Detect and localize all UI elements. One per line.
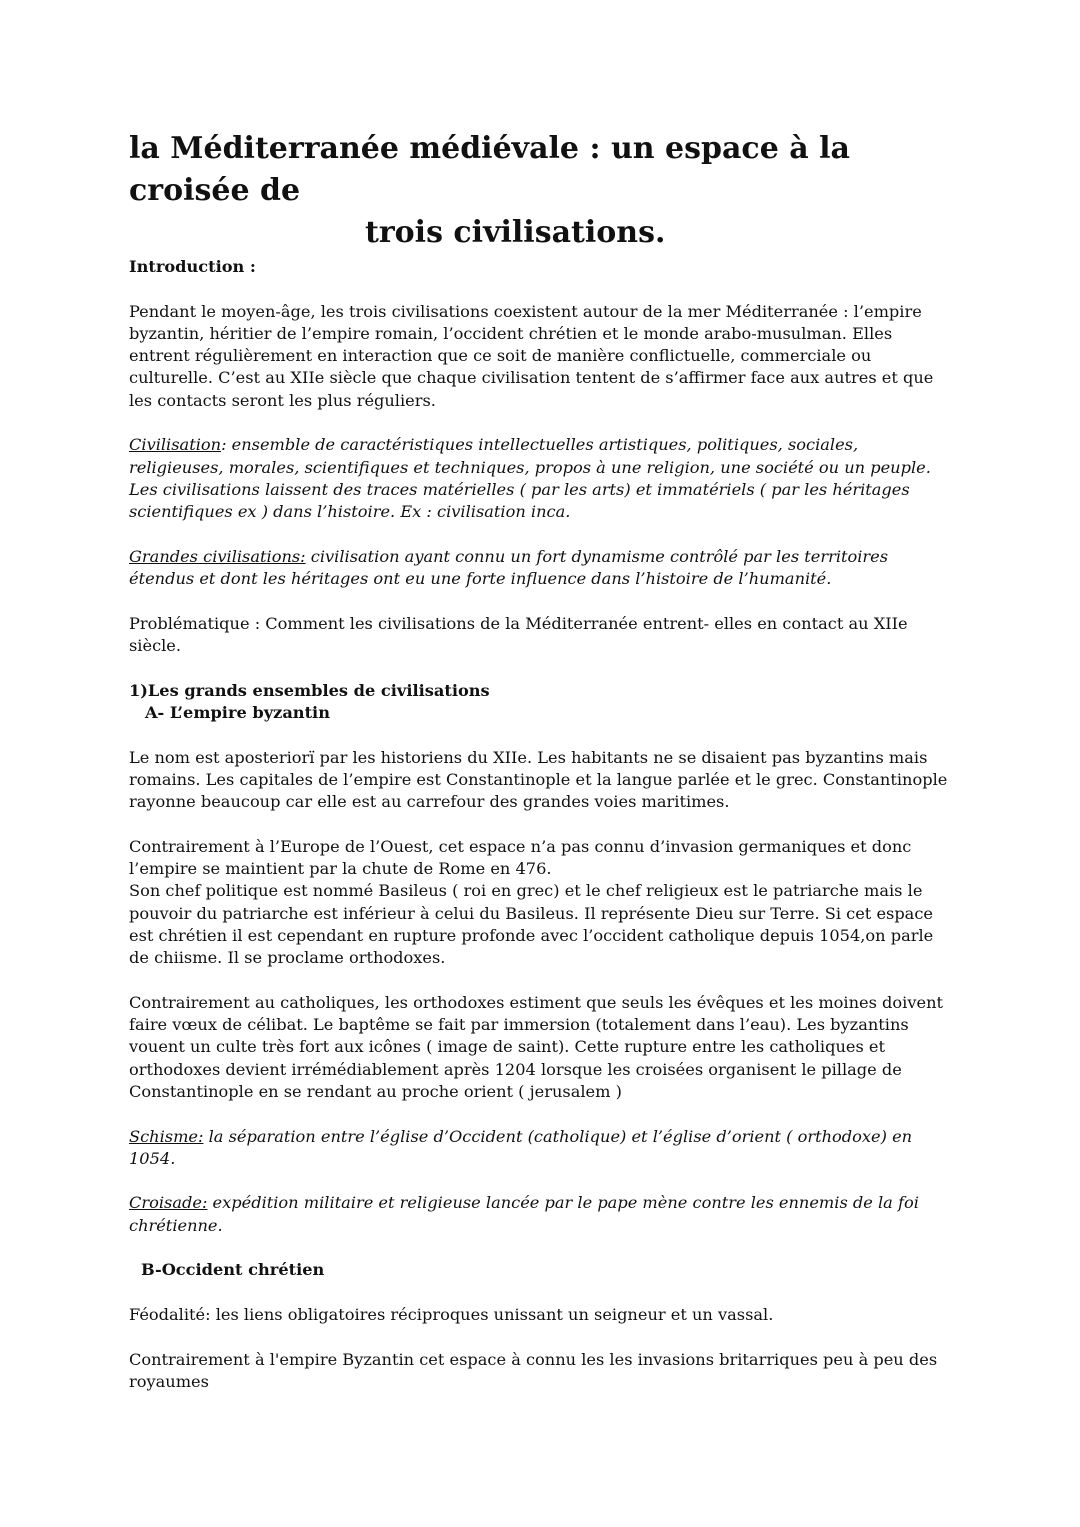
definition-schisme (129, 1126, 957, 1171)
definition-text: : ensemble de caractéristiques intellectuelles artistiques, politiques, sociales, religieuses, morales, scientifiques et techniques, propos à une religion, une société ou un peuple. Les civilisations laissent des traces matérielles ( par les arts) et immatériels ( par les héritages scientifiques ex ) dans l’histoire. Ex : civilisation inca. (129, 435, 931, 522)
definition-term: Croisade: (129, 1193, 208, 1213)
intro-heading: Introduction : (129, 257, 256, 276)
definition-civilisation (129, 434, 957, 523)
definition-term: Schisme: (129, 1126, 204, 1146)
definition-text: expédition militaire et religieuse lancée par le pape mène contre les ennemis de la foi chrétienne. (129, 1193, 919, 1235)
section-b-heading: B-Occident chrétien (141, 1260, 325, 1280)
section-1-heading: 1)Les grands ensembles de civilisations (129, 680, 490, 700)
definition-feodalite: Féodalité: les liens obligatoires réciproques unissant un seigneur et un vassal. (129, 1304, 774, 1324)
problematique: Problématique : Comment les civilisations de la Méditerranée entrent- elles en contact au XIIe siècle. (129, 613, 908, 656)
title-line-2: trois civilisations. (365, 215, 666, 250)
paragraph-b1: Contrairement à l'empire Byzantin cet espace à connu les les invasions britarriques peu à peu des royaumes (129, 1349, 938, 1391)
definition-text: la séparation entre l’église d’Occident (catholique) et l’église d’orient ( orthodoxe) en 1054. (129, 1126, 913, 1168)
document-body (129, 256, 957, 1415)
paragraph-a2-line1: Contrairement à l’Europe de l’Ouest, cet espace n’a pas connu d’invasion germaniques et donc l’empire se maintient par la chute de Rome en 476. (129, 836, 912, 879)
paragraph-a1: Le nom est aposteriorï par les historiens du XIIe. Les habitants ne se disaient pas byzantins mais romains. Les capitales de l’empire est Constantinople et la langue parlée et le grec. Constantinople rayonne beaucoup car elle est au carrefour des grandes voies maritimes. (129, 747, 948, 812)
definition-grandes-civilisations (129, 546, 957, 591)
definition-croisade (129, 1192, 957, 1237)
definition-text: civilisation ayant connu un fort dynamisme contrôlé par les territoires étendus et dont les héritages ont eu une forte influence dans l’histoire de l’humanité. (129, 546, 889, 589)
intro-paragraph: Pendant le moyen-âge, les trois civilisations coexistent autour de la mer Méditerranée : l’empire byzantin, héritier de l’empire romain, l’occident chrétien et le monde arabo-musulman. Elles entrent régulièrement en interaction que ce soit de manière conflictuelle, commerciale ou culturelle. C’est au XIIe siècle que chaque civilisation tentent de s’affirmer face aux autres et que les contacts seront les plus réguliers. (129, 301, 934, 410)
section-a-heading: A- L’empire byzantin (145, 702, 330, 722)
page-title (129, 128, 959, 254)
title-line-1: la Méditerranée médiévale : un espace à la croisée de (129, 131, 850, 208)
paragraph-a2-line2: Son chef politique est nommé Basileus ( roi en grec) et le chef religieux est le patriarche mais le pouvoir du patriarche est inférieur à celui du Basileus. Il représente Dieu sur Terre. Si cet espace est chrétien il est cependant en rupture profonde avec l’occident catholique depuis 1054,on parle de chiisme. Il se proclame orthodoxes. (129, 881, 934, 968)
paragraph-a3: Contrairement au catholiques, les orthodoxes estiment que seuls les évêques et les moines doivent faire vœux de célibat. Le baptême se fait par immersion (totalement dans l’eau). Les byzantins vouent un culte très fort aux icônes ( image de saint). Cette rupture entre les catholiques et orthodoxes devient irrémédiablement après 1204 lorsque les croisées organisent le pillage de Constantinople en se rendant au proche orient ( jerusalem ) (129, 992, 943, 1101)
definition-term: Civilisation (129, 435, 222, 455)
definition-term: Grandes civilisations: (129, 546, 306, 566)
